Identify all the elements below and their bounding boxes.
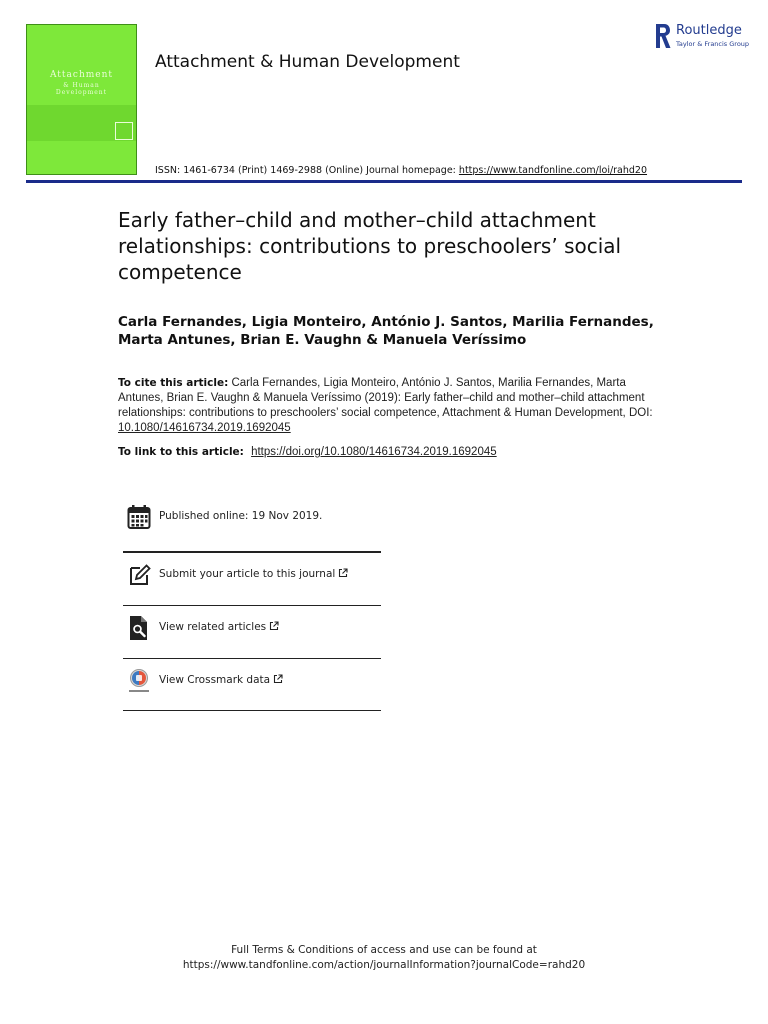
footer-line1: Full Terms & Conditions of access and use can be found at: [231, 944, 537, 956]
publisher-group: Taylor & Francis Group: [676, 40, 750, 48]
submit-article-label: [159, 568, 348, 580]
article-link-line: [118, 446, 678, 458]
external-link-icon: [269, 621, 279, 631]
related-articles-label: [159, 621, 279, 633]
cover-title-lines: [27, 82, 136, 96]
issn-line: [155, 165, 647, 176]
divider: [123, 710, 381, 711]
routledge-logo[interactable]: [653, 22, 753, 52]
crossmark-link[interactable]: [123, 658, 381, 711]
calendar-icon: [127, 504, 151, 530]
cover-box: [115, 122, 133, 140]
publisher-name: Routledge: [676, 23, 742, 38]
footer-terms: [0, 943, 768, 973]
header-divider: [26, 180, 742, 183]
crossmark-label: [159, 674, 283, 686]
citation-label: To cite this article:: [118, 377, 229, 389]
published-date: Published online: 19 Nov 2019.: [159, 510, 323, 522]
related-articles-text: View related articles: [159, 621, 267, 633]
document-search-icon: [127, 615, 151, 641]
published-row: [123, 494, 381, 547]
article-title: Early father–child and mother–child attachment relationships: contributions to preschoolers’ social competence: [118, 208, 622, 284]
citation-doi-link[interactable]: 10.1080/14616734.2019.1692045: [118, 422, 291, 434]
journal-homepage-link[interactable]: https://www.tandfonline.com/loi/rahd20: [458, 165, 648, 176]
article-doi-url[interactable]: https://doi.org/10.1080/14616734.2019.1692045: [251, 446, 497, 458]
external-link-icon: [338, 568, 348, 578]
article-authors: Carla Fernandes, Ligia Monteiro, António J. Santos, Marilia Fernandes, Marta Antunes, Brian E. Vaughn & Manuela Veríssimo: [118, 314, 654, 348]
journal-title: Attachment & Human Development: [155, 52, 460, 72]
routledge-logo-icon: [653, 22, 673, 50]
citation-block: [118, 376, 658, 436]
crossmark-text: View Crossmark data: [159, 674, 271, 686]
issn-text: ISSN: 1461-6734 (Print) 1469-2988 (Online) Journal homepage:: [155, 165, 456, 176]
submit-article-text: Submit your article to this journal: [159, 568, 336, 580]
cover-title-line2: & Human: [63, 82, 100, 89]
external-link-icon: [273, 674, 283, 684]
crossmark-icon: [127, 668, 151, 694]
journal-cover: [26, 24, 137, 175]
edit-icon: [127, 562, 151, 588]
cover-title-line1: Attachment: [49, 70, 114, 80]
cover-title-line3: Development: [55, 89, 108, 96]
footer-terms-url[interactable]: https://www.tandfonline.com/action/journalInformation?journalCode=rahd20: [182, 959, 586, 971]
submit-article-link[interactable]: [123, 552, 381, 605]
citation-text: Carla Fernandes, Ligia Monteiro, António J. Santos, Marilia Fernandes, Marta Antunes, Brian E. Vaughn & Manuela Veríssimo (2019): Early father–child and mother–child attachment relationships: contributions to preschoolers’ social competence, Attachment & Human Development, DOI:: [118, 377, 653, 419]
related-articles-link[interactable]: [123, 605, 381, 658]
article-link-label: To link to this article:: [118, 446, 244, 458]
